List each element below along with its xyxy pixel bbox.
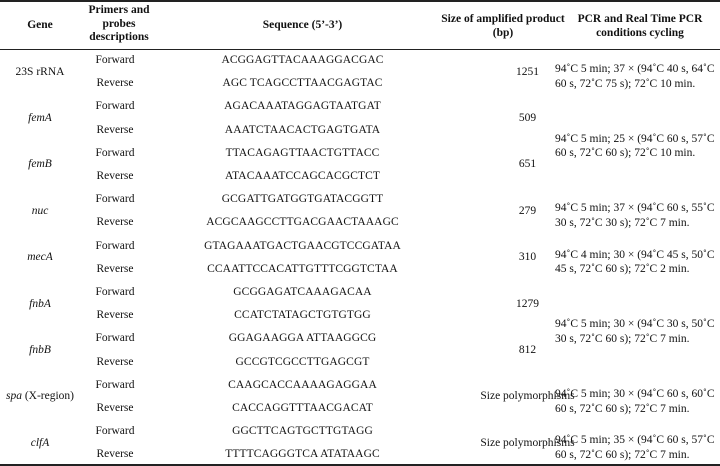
gene-symbol: clfA xyxy=(30,436,50,449)
primer-direction: Reverse xyxy=(96,355,134,368)
primer-direction: Reverse xyxy=(96,448,134,461)
primer-sequence: CCAATTCCACATTGTTTCGGTCTAA xyxy=(207,262,398,275)
cycling-conditions: 94˚C 5 min; 37 × (94˚C 40 s, 64˚C 60 s, 72˚C 75 s); 72˚C 10 min. xyxy=(555,63,715,90)
header-primers: Primers and probes descriptions xyxy=(88,4,150,43)
cycling-conditions: 94˚C 5 min; 30 × (94˚C 30 s, 50˚C 30 s, 72˚C 60 s); 72˚C 7 min. xyxy=(555,318,715,345)
primer-sequence: CACCAGGTTTAACGACAT xyxy=(232,402,373,414)
primer-direction: Forward xyxy=(95,100,135,113)
product-size: 1279 xyxy=(516,297,539,310)
primer-direction: Reverse xyxy=(96,170,134,182)
gene-name xyxy=(0,250,80,264)
header-rule xyxy=(0,49,720,50)
gene-name xyxy=(0,204,80,218)
header-size: Size of amplified product (bp) xyxy=(441,13,565,39)
product-size: 812 xyxy=(518,344,537,356)
product-size: 651 xyxy=(518,158,537,171)
primer-sequence: GCGGAGATCAAAGACAA xyxy=(233,286,372,298)
primer-direction: Reverse xyxy=(96,216,134,229)
gene-symbol: spa xyxy=(5,390,22,403)
gene-suffix: (X-region) xyxy=(21,390,75,403)
primer-sequence: AAATCTAACACTGAGTGATA xyxy=(224,123,381,136)
cycling-conditions: 94˚C 5 min; 35 × (94˚C 60 s, 57˚C 60 s, 72˚C 60 s); 72˚C 7 min. xyxy=(555,434,715,461)
primer-sequence: GTAGAAATGACTGAACGTCCGATAA xyxy=(204,239,401,252)
gene-symbol: fnbA xyxy=(29,297,51,310)
primer-sequence: GGCTTCAGTGCTTGTAGG xyxy=(232,425,373,438)
cycling-conditions: 94˚C 4 min; 30 × (94˚C 45 s, 50˚C 45 s, 72˚C 60 s); 72˚C 2 min. xyxy=(555,248,715,276)
cycling-conditions: 94˚C 5 min; 37 × (94˚C 60 s, 55˚C 30 s, 72˚C 30 s); 72˚C 7 min. xyxy=(555,202,715,229)
gene-name xyxy=(0,436,80,450)
primer-direction: Forward xyxy=(95,54,135,66)
gene-name xyxy=(0,65,80,79)
product-size: 310 xyxy=(518,251,537,264)
primer-sequence: GGAGAAGGA ATTAAGGCG xyxy=(228,332,377,345)
gene-symbol: mecA xyxy=(27,251,53,264)
primer-sequence: AGACAAATAGGAGTAATGAT xyxy=(224,100,381,113)
gene-symbol: 23S rRNA xyxy=(15,65,65,78)
gene-symbol: nuc xyxy=(31,204,49,217)
product-size: 1251 xyxy=(516,65,539,78)
primer-sequence: AGC TCAGCCTTAACGAGTAC xyxy=(222,77,383,90)
gene-symbol: femA xyxy=(28,112,52,124)
gene-name xyxy=(0,389,80,403)
product-size: Size polymorphisms xyxy=(480,436,575,449)
primer-sequence: ATACAAATCCAGCACGCTCT xyxy=(224,170,381,182)
primer-sequence: ACGCAAGCCTTGACGAACTAAAGC xyxy=(206,216,399,229)
primer-direction: Forward xyxy=(95,193,135,206)
header-sequence: Sequence (5’-3’) xyxy=(262,19,343,31)
primer-sequence: CCATCTATAGCTGTGTGG xyxy=(234,309,371,322)
primer-direction: Reverse xyxy=(96,402,134,414)
cycling-conditions: 94˚C 5 min; 30 × (94˚C 60 s, 60˚C 60 s, 72˚C 60 s); 72˚C 7 min. xyxy=(555,388,715,415)
primer-sequence: GCGATTGATGGTGATACGGTT xyxy=(221,193,384,206)
primer-direction: Reverse xyxy=(96,262,134,275)
primer-sequence: TTACAGAGTTAACTGTTACC xyxy=(225,146,380,159)
top-rule xyxy=(0,0,720,2)
primer-sequence: ACGGAGTTACAAAGGACGAC xyxy=(221,54,384,66)
primer-direction: Reverse xyxy=(96,309,134,322)
primer-direction: Reverse xyxy=(96,123,134,136)
product-size: 279 xyxy=(518,204,537,217)
primer-direction: Forward xyxy=(95,286,135,298)
primer-direction: Forward xyxy=(95,425,135,438)
gene-name xyxy=(0,111,80,125)
primer-direction: Reverse xyxy=(96,77,134,90)
gene-symbol: femB xyxy=(28,158,52,171)
gene-name xyxy=(0,343,80,357)
primer-direction: Forward xyxy=(95,378,135,391)
primer-direction: Forward xyxy=(95,146,135,159)
primer-direction: Forward xyxy=(95,239,135,252)
primer-sequence: TTTTCAGGGTCA ATATAAGC xyxy=(225,448,380,461)
cycling-conditions: 94˚C 5 min; 25 × (94˚C 60 s, 57˚C 60 s, 72˚C 60 s); 72˚C 10 min. xyxy=(555,132,715,160)
gene-name xyxy=(0,297,80,311)
product-size: 509 xyxy=(518,112,537,124)
primer-direction: Forward xyxy=(95,332,135,345)
gene-name xyxy=(0,157,80,171)
gene-symbol: fnbB xyxy=(29,344,51,356)
product-size: Size polymorphisms xyxy=(480,390,575,403)
primer-sequence: CAAGCACCAAAAGAGGAA xyxy=(228,378,377,391)
header-cycling: PCR and Real Time PCR conditions cycling xyxy=(577,13,703,39)
header-gene: Gene xyxy=(27,19,53,31)
primer-sequence: GCCGTCGCCTTGAGCGT xyxy=(235,355,370,368)
